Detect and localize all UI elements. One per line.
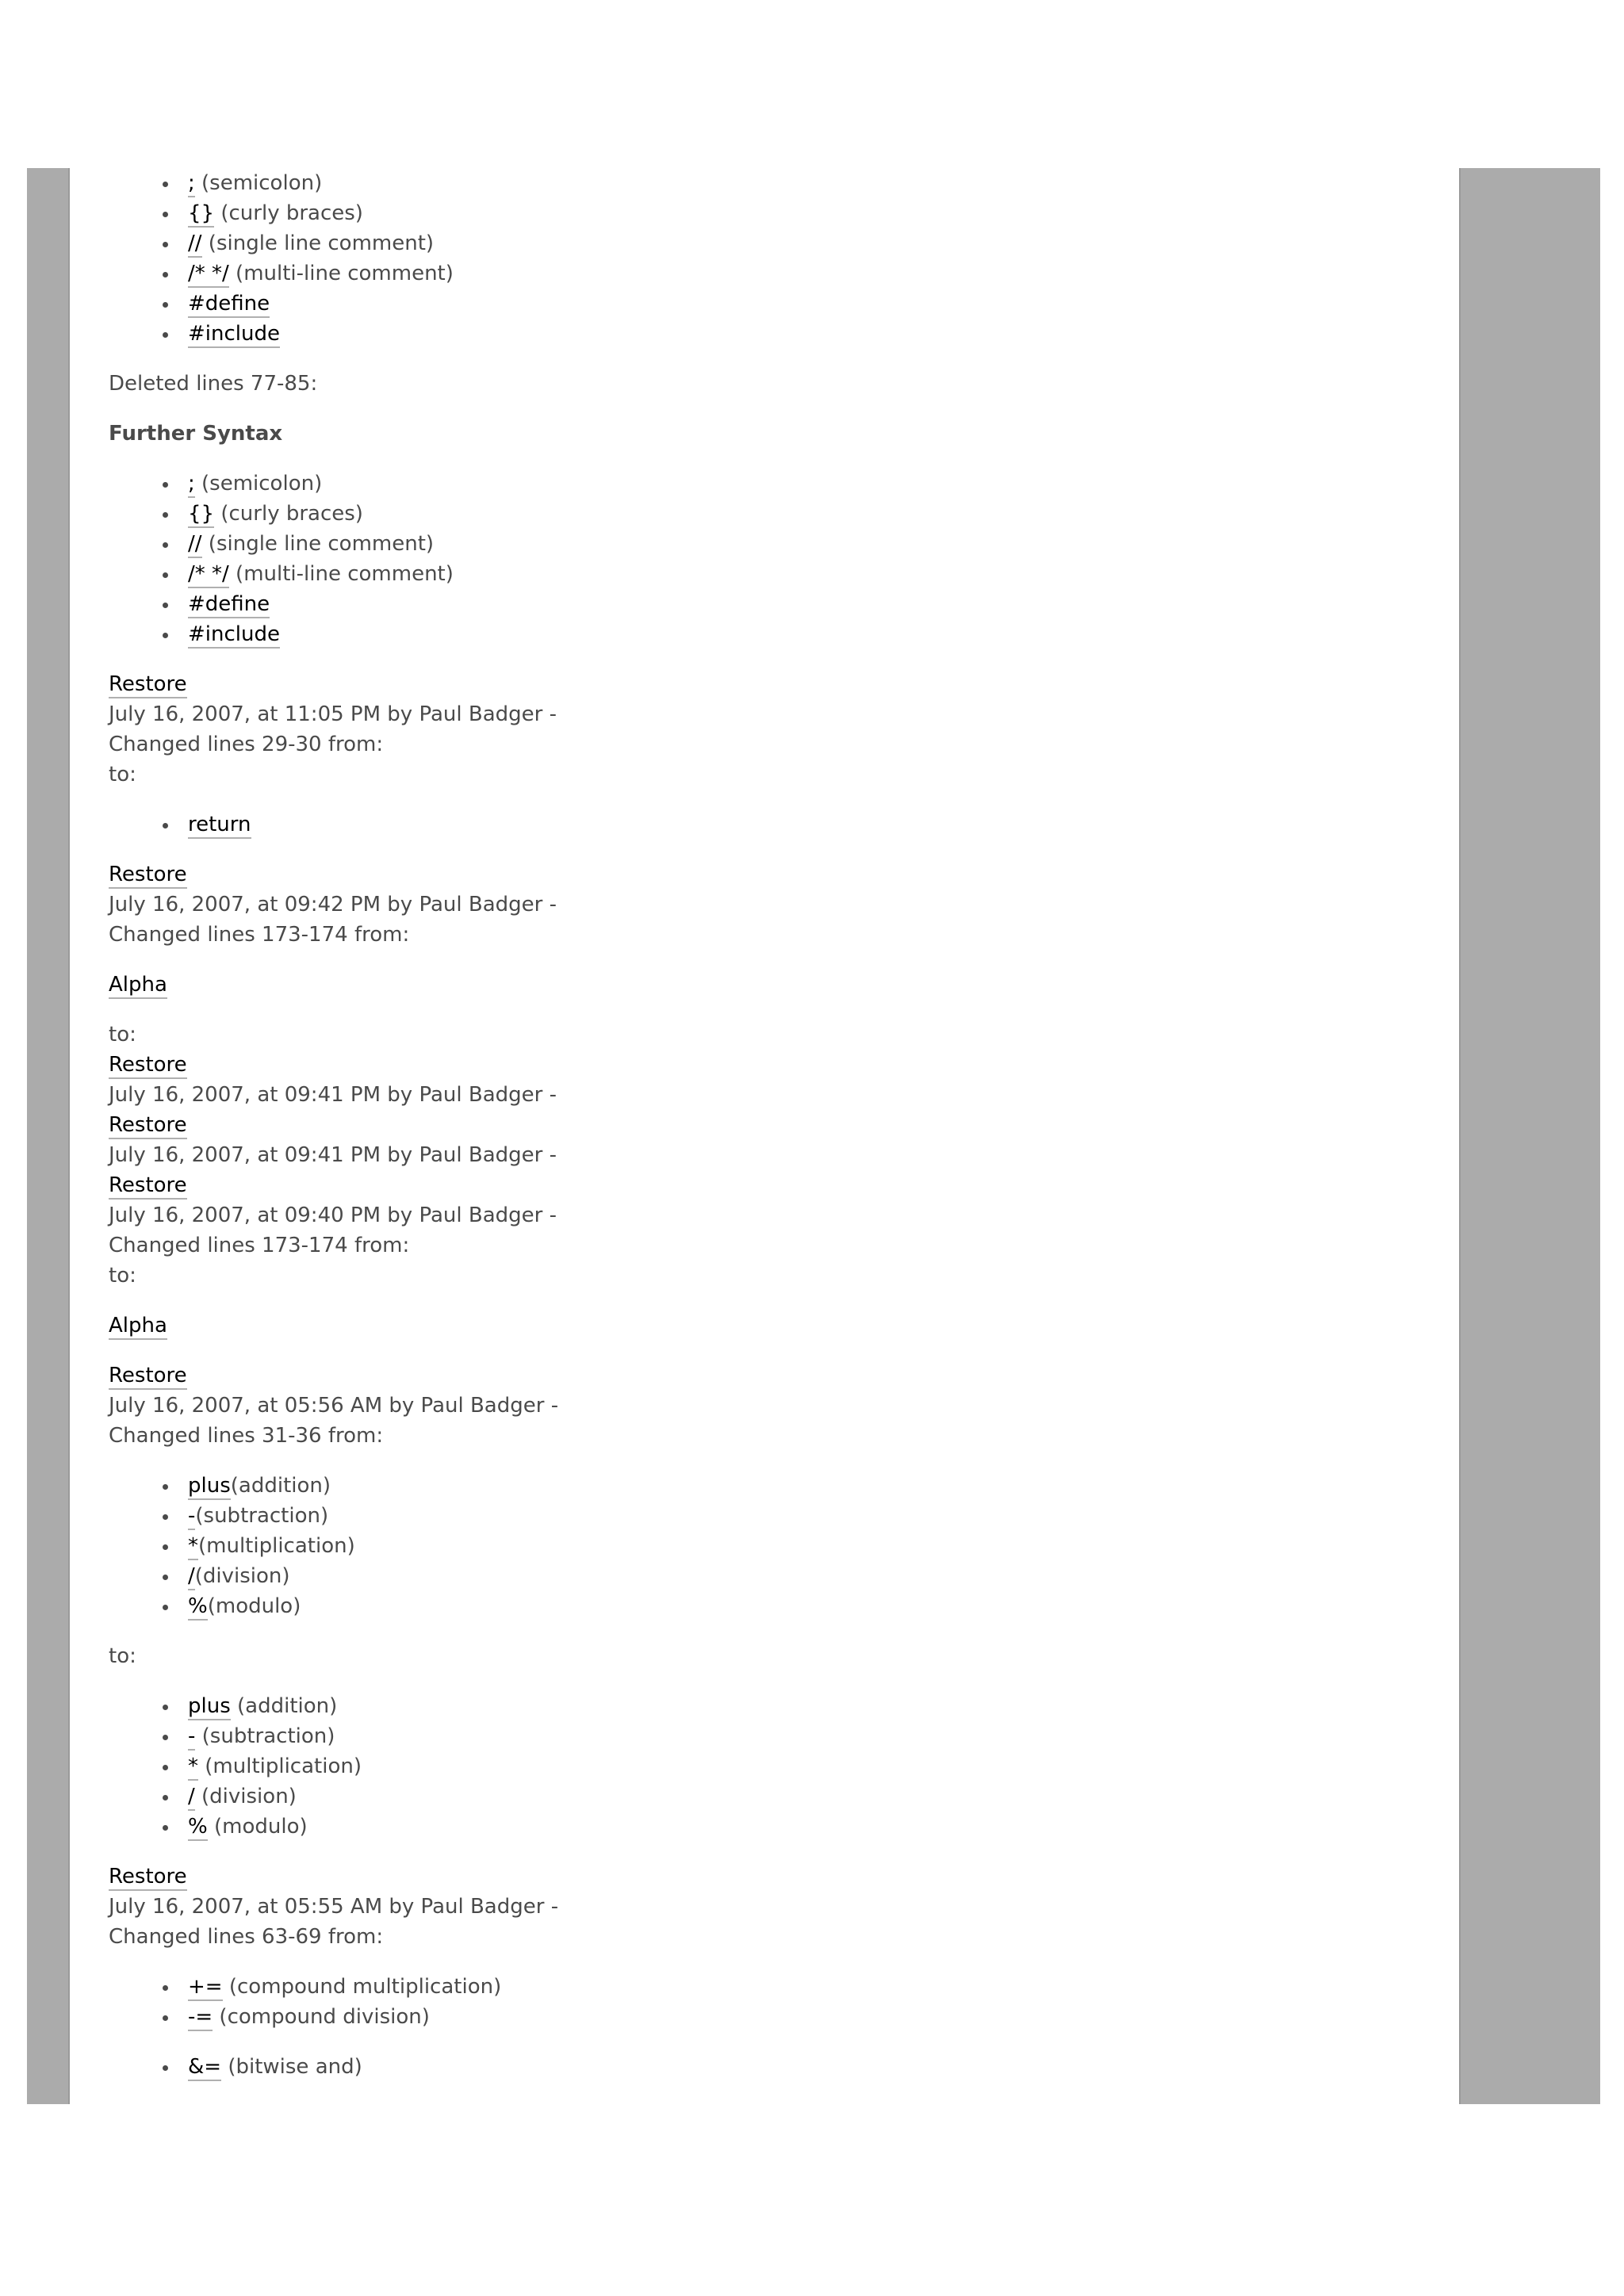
- syntax-link[interactable]: #define: [188, 292, 270, 318]
- item-desc: (division): [194, 1564, 290, 1588]
- item-desc: (division): [194, 1785, 297, 1808]
- deleted-lines-text: Deleted lines 77-85:: [109, 372, 318, 396]
- list-item: [188, 2002, 1441, 2032]
- operator-link[interactable]: -: [188, 1724, 195, 1751]
- list-item: [188, 1471, 1441, 1501]
- alpha-link[interactable]: Alpha: [109, 1314, 167, 1340]
- revision-to: to:: [109, 1023, 136, 1047]
- item-desc: (multi-line comment): [228, 262, 454, 285]
- restore-line: [109, 1170, 1441, 1200]
- list-item: [188, 1812, 1441, 1842]
- operator-list-from: [109, 1471, 1441, 1621]
- operator-link[interactable]: /: [188, 1785, 195, 1811]
- restore-link[interactable]: Restore: [109, 863, 187, 889]
- item-desc: (multiplication): [198, 1755, 362, 1778]
- list-item: [188, 198, 1441, 228]
- revision-meta: July 16, 2007, at 05:56 AM by Paul Badger -: [109, 1394, 559, 1418]
- item-desc: (subtraction): [195, 1724, 335, 1748]
- alpha-line: [109, 1311, 1441, 1341]
- page-history-content: [109, 168, 1441, 2102]
- syntax-link[interactable]: /* */: [188, 562, 229, 588]
- list-item: [188, 1751, 1441, 1781]
- syntax-list: [109, 168, 1441, 349]
- restore-link[interactable]: Restore: [109, 1364, 187, 1390]
- operator-link[interactable]: &=: [188, 2055, 221, 2081]
- list-item: [188, 319, 1441, 349]
- list-item: [188, 809, 1441, 840]
- revision-change: Changed lines 63-69 from:: [109, 1925, 384, 1949]
- item-desc: (curly braces): [214, 201, 363, 225]
- operator-link[interactable]: %: [188, 1594, 208, 1621]
- item-desc: (bitwise and): [221, 2055, 362, 2079]
- revision-to: to:: [109, 1264, 136, 1288]
- restore-line: [109, 1360, 1441, 1391]
- syntax-link[interactable]: ;: [188, 171, 195, 197]
- syntax-link[interactable]: //: [188, 232, 202, 258]
- restore-link[interactable]: Restore: [109, 1865, 187, 1891]
- left-gutter: [27, 168, 70, 2104]
- item-desc: (modulo): [207, 1815, 308, 1839]
- list-item: [188, 1561, 1441, 1591]
- list-item: [188, 228, 1441, 258]
- operator-list-to: [109, 1691, 1441, 1842]
- list-item: [188, 1501, 1441, 1531]
- syntax-link[interactable]: {}: [188, 201, 214, 228]
- item-desc: (compound division): [213, 2005, 430, 2029]
- operator-link[interactable]: plus: [188, 1474, 231, 1500]
- syntax-link[interactable]: #include: [188, 322, 280, 348]
- revision-meta: July 16, 2007, at 09:41 PM by Paul Badger -: [109, 1083, 557, 1107]
- syntax-link[interactable]: ;: [188, 472, 195, 498]
- syntax-list: [109, 469, 1441, 649]
- list-item: [188, 1972, 1441, 2002]
- revision-meta: July 16, 2007, at 05:55 AM by Paul Badger -: [109, 1895, 559, 1919]
- syntax-link[interactable]: /* */: [188, 262, 229, 288]
- item-desc: (single line comment): [201, 232, 435, 255]
- revision-to: to:: [109, 1644, 136, 1668]
- restore-link[interactable]: Restore: [109, 1053, 187, 1079]
- restore-link[interactable]: Restore: [109, 1113, 187, 1139]
- restore-line: [109, 1110, 1441, 1140]
- item-desc: (multiplication): [198, 1534, 355, 1558]
- list-item: [188, 469, 1441, 499]
- revision-change: Changed lines 29-30 from:: [109, 733, 384, 756]
- syntax-link[interactable]: #include: [188, 622, 280, 649]
- right-gutter: [1459, 168, 1600, 2104]
- operator-link[interactable]: /: [188, 1564, 195, 1590]
- item-desc: (modulo): [207, 1594, 301, 1618]
- item-desc: (subtraction): [195, 1504, 329, 1528]
- restore-line: [109, 669, 1441, 699]
- restore-link[interactable]: Restore: [109, 1173, 187, 1200]
- revision-list: [109, 809, 1441, 840]
- compound-list-a: [109, 1972, 1441, 2032]
- restore-line: [109, 1862, 1441, 1892]
- compound-list-b: [109, 2052, 1441, 2082]
- item-desc: (multi-line comment): [228, 562, 454, 586]
- revision-change: Changed lines 173-174 from:: [109, 923, 410, 947]
- operator-link[interactable]: *: [188, 1534, 198, 1560]
- syntax-link[interactable]: #define: [188, 592, 270, 618]
- revision-change: Changed lines 173-174 from:: [109, 1234, 410, 1257]
- operator-link[interactable]: +=: [188, 1975, 223, 2001]
- revision-meta: July 16, 2007, at 09:40 PM by Paul Badger -: [109, 1203, 557, 1227]
- operator-link[interactable]: -: [188, 1504, 195, 1530]
- list-item: [188, 258, 1441, 289]
- revision-meta: July 16, 2007, at 11:05 PM by Paul Badger -: [109, 702, 557, 726]
- alpha-link[interactable]: Alpha: [109, 973, 167, 999]
- alpha-line: [109, 970, 1441, 1000]
- syntax-link[interactable]: //: [188, 532, 202, 558]
- revision-to: to:: [109, 763, 136, 786]
- further-syntax-heading: Further Syntax: [109, 422, 283, 446]
- list-item: [188, 559, 1441, 589]
- list-item: [188, 168, 1441, 198]
- return-link[interactable]: return: [188, 813, 251, 839]
- operator-link[interactable]: plus: [188, 1694, 231, 1720]
- item-desc: (semicolon): [194, 472, 323, 496]
- operator-link[interactable]: %: [188, 1815, 208, 1841]
- operator-link[interactable]: *: [188, 1755, 198, 1781]
- list-item: [188, 1591, 1441, 1621]
- item-desc: (compound multiplication): [222, 1975, 502, 1999]
- list-item: [188, 2052, 1441, 2082]
- operator-link[interactable]: -=: [188, 2005, 213, 2031]
- item-desc: (curly braces): [214, 502, 363, 526]
- list-item: [188, 289, 1441, 319]
- restore-link[interactable]: Restore: [109, 672, 187, 698]
- item-desc: (addition): [230, 1474, 331, 1498]
- revision-meta: July 16, 2007, at 09:41 PM by Paul Badger -: [109, 1143, 557, 1167]
- item-desc: (single line comment): [201, 532, 435, 556]
- list-item: [188, 619, 1441, 649]
- list-item: [188, 529, 1441, 559]
- item-desc: (semicolon): [194, 171, 323, 195]
- list-item: [188, 499, 1441, 529]
- revision-change: Changed lines 31-36 from:: [109, 1424, 384, 1448]
- list-item: [188, 1721, 1441, 1751]
- list-item: [188, 1691, 1441, 1721]
- list-item: [188, 1781, 1441, 1812]
- syntax-link[interactable]: {}: [188, 502, 214, 528]
- item-desc: (addition): [230, 1694, 338, 1718]
- revision-meta: July 16, 2007, at 09:42 PM by Paul Badger -: [109, 893, 557, 916]
- list-item: [188, 1531, 1441, 1561]
- restore-line: [109, 859, 1441, 890]
- list-item: [188, 589, 1441, 619]
- restore-line: [109, 1050, 1441, 1080]
